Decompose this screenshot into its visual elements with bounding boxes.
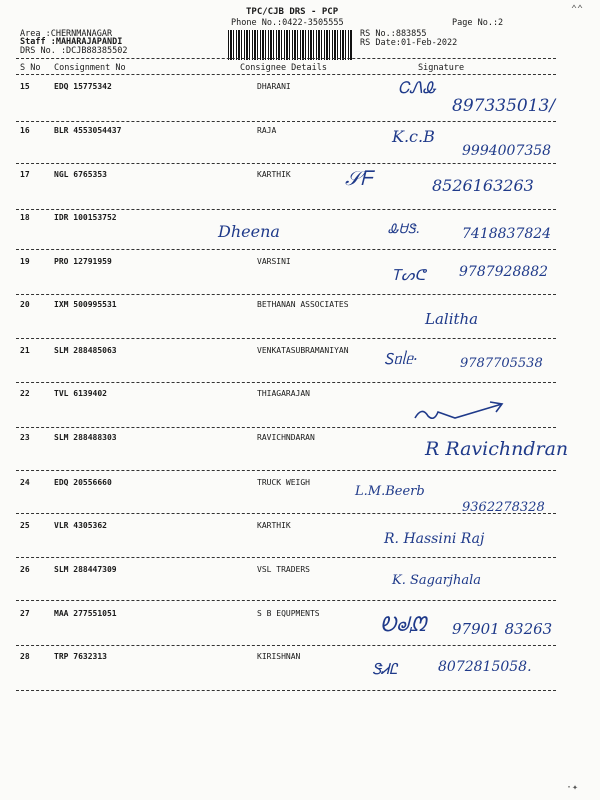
row-divider [16, 121, 556, 122]
col-signature: Signature [418, 63, 465, 73]
barcode [228, 30, 352, 60]
handwritten-name: R. Hassini Raj [384, 531, 485, 547]
row-sno: 16 [20, 126, 30, 135]
row-consignment: EDQ 15775342 [54, 82, 112, 91]
row-sno: 25 [20, 521, 30, 530]
header-divider-top [16, 58, 556, 59]
handwritten-phone: 9787705538 [460, 356, 543, 371]
row-sno: 19 [20, 257, 30, 266]
handwritten-name: R Ravichndran [425, 438, 569, 460]
rs-number: RS No.:883855 [360, 29, 427, 39]
document-title: TPC/CJB DRS - PCP [246, 7, 339, 17]
row-divider [16, 249, 556, 250]
row-consignment: PRO 12791959 [54, 257, 112, 266]
handwritten-name: L.M.Beerb [355, 484, 425, 499]
row-consignee: RAVICHNDARAN [257, 433, 315, 442]
row-consignee: VENKATASUBRAMANIYAN [257, 346, 349, 355]
row-sno: 18 [20, 213, 30, 222]
handwritten-name: K. Sagarjhala [392, 573, 481, 588]
row-divider [16, 690, 556, 691]
signature-scribble: 𝒮ᖴ [345, 166, 373, 190]
row-consignee: KARTHIK [257, 521, 291, 530]
row-sno: 23 [20, 433, 30, 442]
row-consignee: DHARANI [257, 82, 291, 91]
signature-scribble: ᏟᏁᎲ [398, 78, 437, 97]
col-consignee: Consignee Details [240, 63, 327, 73]
signature-scribble: ᏕᏗᏝ [372, 660, 398, 678]
area-label: Area :CHERNMANAGAR [20, 29, 113, 39]
handwritten-phone: 897335013/ [452, 96, 556, 116]
handwritten-signature: K.c.B [392, 127, 435, 146]
row-consignee: KARTHIK [257, 170, 291, 179]
handwritten-phone: 9787928882 [459, 264, 549, 280]
row-sno: 27 [20, 609, 30, 618]
row-consignment: SLM 288447309 [54, 565, 117, 574]
handwritten-phone: 9362278328 [462, 500, 545, 515]
signature-scribble: Ꮪᥝᥣᥱ· [384, 350, 418, 368]
row-consignee: THIAGARAJAN [257, 389, 310, 398]
row-sno: 20 [20, 300, 30, 309]
signature-scribble [410, 398, 510, 426]
row-consignment: TVL 6139402 [54, 389, 107, 398]
row-sno: 22 [20, 389, 30, 398]
handwritten-name: Lalitha [425, 310, 479, 328]
row-sno: 17 [20, 170, 30, 179]
row-consignee: VARSINI [257, 257, 291, 266]
page-number: Page No.:2 [452, 18, 504, 28]
row-consignee: VSL TRADERS [257, 565, 310, 574]
col-consignment: Consignment No [54, 63, 126, 73]
row-sno: 28 [20, 652, 30, 661]
corner-mark: ⌃⌃ [571, 4, 584, 15]
handwritten-phone: 9994007358 [462, 143, 552, 159]
signature-scribble: Ꭲᔕᕦ [392, 266, 426, 284]
row-consignment: MAA 277551051 [54, 609, 117, 618]
row-sno: 15 [20, 82, 30, 91]
col-sno: S No [20, 63, 41, 73]
row-consignee: RAJA [257, 126, 277, 135]
row-divider [16, 470, 556, 471]
handwritten-phone: 97901 83263 [452, 620, 553, 638]
signature-scribble: Ꭷᖙᘻ [380, 612, 426, 636]
row-divider [16, 294, 556, 295]
row-consignee: S B EQUPMENTS [257, 609, 320, 618]
row-divider [16, 163, 556, 164]
handwritten-name: Dheena [218, 222, 280, 241]
row-consignee: BETHANAN ASSOCIATES [257, 300, 349, 309]
handwritten-phone: 8526163263 [432, 176, 534, 195]
row-consignee: TRUCK WEIGH [257, 478, 310, 487]
row-divider [16, 382, 556, 383]
row-divider [16, 557, 556, 558]
row-consignment: VLR 4305362 [54, 521, 107, 530]
row-consignment: NGL 6765353 [54, 170, 107, 179]
row-consignee: KIRISHNAN [257, 652, 301, 661]
row-divider [16, 645, 556, 646]
row-consignment: IDR 100153752 [54, 213, 117, 222]
handwritten-phone: 7418837824 [462, 226, 552, 242]
signature-scribble: ᎲᏌᏕ. [388, 222, 420, 237]
phone-number: Phone No.:0422-3505555 [231, 18, 344, 28]
rs-date: RS Date:01-Feb-2022 [360, 38, 458, 48]
row-consignment: IXM 500995531 [54, 300, 117, 309]
row-divider [16, 209, 556, 210]
row-sno: 26 [20, 565, 30, 574]
drs-number: DRS No. :DCJB88385502 [20, 46, 128, 56]
header-divider-bottom [16, 74, 556, 75]
row-divider [16, 600, 556, 601]
row-consignment: EDQ 20556660 [54, 478, 112, 487]
row-consignment: BLR 4553054437 [54, 126, 122, 135]
row-divider [16, 513, 556, 514]
handwritten-phone: 8072815058. [438, 659, 532, 675]
row-consignment: SLM 288488303 [54, 433, 117, 442]
corner-mark: ·✦ [566, 782, 579, 793]
row-consignment: TRP 7632313 [54, 652, 107, 661]
staff-label: Staff :MAHARAJAPANDI [20, 37, 123, 47]
row-sno: 24 [20, 478, 30, 487]
row-divider [16, 338, 556, 339]
row-divider [16, 427, 556, 428]
row-sno: 21 [20, 346, 30, 355]
row-consignment: SLM 288485063 [54, 346, 117, 355]
